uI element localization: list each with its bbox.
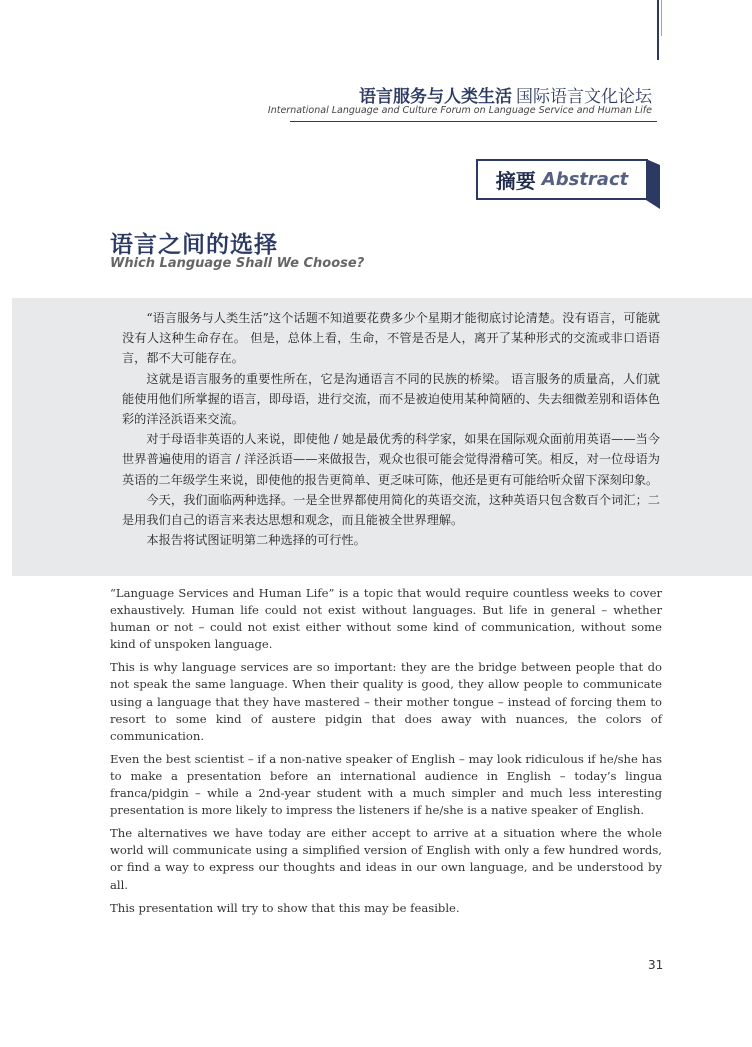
english-abstract-body	[110, 585, 662, 923]
abstract-label-en: Abstract	[541, 169, 629, 190]
english-paragraph: “Language Services and Human Life” is a topic that would require countless weeks to cover exhaustively. Human life could not exist without languages. But life in general – whether human or not – could not exist either without some kind of communication, without some kind of unspoken language.	[110, 586, 662, 652]
chinese-paragraph: 对于母语非英语的人来说，即使他 / 她是最优秀的科学家，如果在国际观众面前用英语——当今世界普遍使用的语言 / 洋泾浜语——来做报告，观众也很可能会觉得滑稽可笑。相反，对一位母语为英语的二年级学生来说，即使他的报告更简单、更乏味可陈，他还是更有可能给听众留下深刻印象。	[122, 432, 660, 487]
running-header-chinese	[359, 82, 652, 107]
page-number: 31	[648, 958, 664, 972]
chinese-paragraph: 今天，我们面临两种选择。一是全世界都使用简化的英语交流，这种英语只包含数百个词汇；二是用我们自己的语言来表达思想和观念，而且能被全世界理解。	[122, 492, 660, 528]
abstract-label-box	[476, 159, 648, 200]
top-vertical-rule	[657, 0, 659, 60]
english-paragraph: This is why language services are so important: they are the bridge between people that do not speak the same language. When their quality is good, they allow people to communicate using a language that they have mastered – their mother tongue – instead of forcing them to resort to some kind of austere pidgin that does away with nuances, the colors of communication.	[110, 660, 662, 743]
article-title-english: Which Language Shall We Choose?	[110, 256, 365, 271]
english-paragraph: The alternatives we have today are either accept to arrive at a situation where the whole world will communicate using a simplified version of English with only a few hundred words, or find a way to express our thoughts and ideas in our own language, and be understood by all.	[110, 826, 662, 892]
running-header-bold: 语言服务与人类生活	[359, 87, 512, 107]
running-header-rest: 国际语言文化论坛	[516, 87, 652, 107]
article-title-chinese: 语言之间的选择	[110, 231, 278, 258]
english-paragraph: Even the best scientist – if a non-native speaker of English – may look ridiculous if he/she has to make a presentation before an international audience in English – today’s lingua franca/pidgin – while a 2nd-year student with a much simpler and much less interesting presentation is more likely to impress the listeners if he/she is a native speaker of English.	[110, 751, 662, 818]
top-vertical-rule-thin	[661, 0, 662, 36]
chinese-abstract-panel	[12, 298, 752, 576]
abstract-label-cn: 摘要	[495, 169, 536, 193]
chinese-paragraph: “语言服务与人类生活”这个话题不知道要花费多少个星期才能彻底讨论清楚。没有语言，可能就没有人这种生命存在。 但是，总体上看，生命，不管是否是人，离开了某种形式的交流或非口语语言，都不大可能存在。	[122, 311, 660, 366]
running-header-english: International Language and Culture Forum on Language Service and Human Life	[267, 105, 652, 116]
chinese-paragraph: 这就是语言服务的重要性所在，它是沟通语言不同的民族的桥梁。 语言服务的质量高，人们就能使用他们所掌握的语言，即母语，进行交流，而不是被迫使用某种简陋的、失去细微差别和语体色彩的洋泾浜语来交流。	[122, 371, 660, 427]
chinese-paragraph: 本报告将试图证明第二种选择的可行性。	[146, 533, 366, 548]
english-paragraph: This presentation will try to show that this may be feasible.	[110, 900, 460, 915]
header-divider	[290, 121, 657, 122]
abstract-tab-decoration	[646, 159, 660, 209]
